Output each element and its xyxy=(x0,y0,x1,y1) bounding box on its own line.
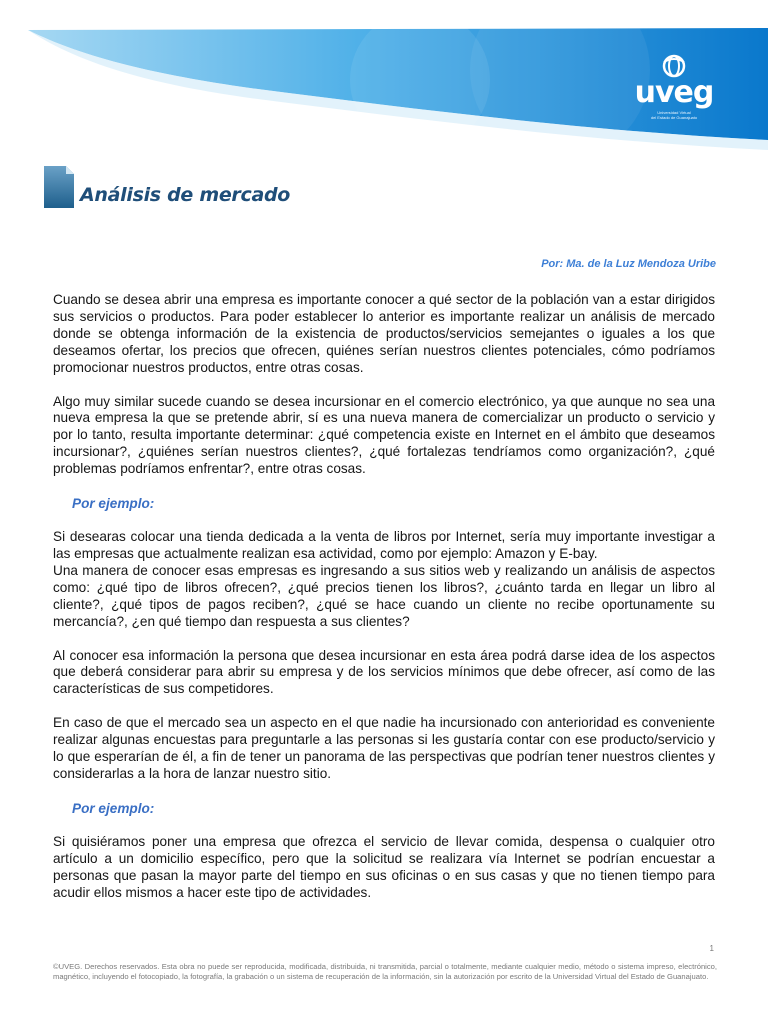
logo-caption xyxy=(632,110,716,120)
paragraph: Una manera de conocer esas empresas es ingresando a sus sitios web y realizando un análisis de aspectos como: ¿qué tipo de libros ofrecen?, ¿qué precios tienen los libros?, ¿cuánto tarda en llegar un libro al cliente?, ¿qué tipos de pagos reciben?, ¿qué se hace cuando un cliente no recibe oportunamente su mercancía?, ¿en qué tiempo dan respuesta a sus clientes? xyxy=(53,562,715,629)
logo-caption-line-2: del Estado de Guanajuato xyxy=(650,115,698,120)
example-heading: Por ejemplo: xyxy=(72,800,155,816)
page-title: Análisis de mercado xyxy=(80,184,291,206)
paragraph: Si quisiéramos poner una empresa que ofrezca el servicio de llevar comida, despensa o cualquier otro artículo a un domicilio específico, pero que la solicitud se realizara vía Internet se podrían encuestar a personas que pasan la mayor parte del tiempo en sus oficinas o en sus casas y que no tienen tiempo para acudir ellos mismos a hacer este tipo de actividades. xyxy=(53,833,715,900)
logo-caption-line-1: Universidad Virtual xyxy=(657,110,691,115)
paragraph: En caso de que el mercado sea un aspecto en el que nadie ha incursionado con anterioridad es conveniente realizar algunas encuestas para preguntarle a las personas si les gustaría contar con ese producto/servicio y lo que esperarían de él, a fin de tener un panorama de las perspectivas que podrían tener nuestros clientes y considerarlas a la hora de lanzar nuestro sitio. xyxy=(53,715,715,781)
paragraph: Algo muy similar sucede cuando se desea incursionar en el comercio electrónico, ya que aunque no sea una nueva empresa la que se pretende abrir, sí es una nueva manera de comercializar un producto o servicio y por lo tanto, resulta importante determinar: ¿qué competencia existe en Internet en el ámbito que deseamos incursionar?, ¿quiénes serían nuestros clientes?, ¿qué fortalezas tendríamos como organización?, ¿qué problemas podríamos enfrentar?, entre otras cosas. xyxy=(53,393,715,477)
paragraph: Al conocer esa información la persona que desea incursionar en esta área podrá darse idea de los aspectos que deberá considerar para abrir su empresa y de los servicios mínimos que debe ofrecer, así como de las características de sus competidores. xyxy=(53,647,715,697)
example-heading: Por ejemplo: xyxy=(72,496,155,512)
paragraph: Cuando se desea abrir una empresa es importante conocer a qué sector de la población van a estar dirigidos sus servicios o productos. Para poder establecer lo anterior es importante realizar un análisis de mercado donde se obtenga información de la existencia de productos/servicios semejantes o iguales a los que deseamos ofertar, los precios que ofrecen, quiénes serían nuestros clientes potenciales, cómo podríamos promocionar nuestros productos, entre otras cosas. xyxy=(53,292,715,375)
document-body xyxy=(53,292,715,901)
page-number: 1 xyxy=(709,944,714,953)
paragraph: Si desearas colocar una tienda dedicada a la venta de libros por Internet, sería muy importante investigar a las empresas que actualmente realizan esa actividad, como por ejemplo: Amazon y E-bay. xyxy=(53,529,715,561)
author-line: Por: Ma. de la Luz Mendoza Uribe xyxy=(541,258,716,270)
logo-text: uveg xyxy=(634,75,714,110)
copyright-footer: ©UVEG. Derechos reservados. Esta obra no puede ser reproducida, modificada, distribuida, ni transmitida, parcial o totalmente, mediante cualquier medio, método o sistema impreso, electrónico, magnético, incluyendo el fotocopiado, la fotografía, la grabación o un sistema de recuperación de la información, sin la autorización por escrito de la Universidad Virtual del Estado de Guanajuato. xyxy=(53,962,717,981)
document-icon xyxy=(42,164,76,210)
uveg-logo xyxy=(632,52,716,122)
